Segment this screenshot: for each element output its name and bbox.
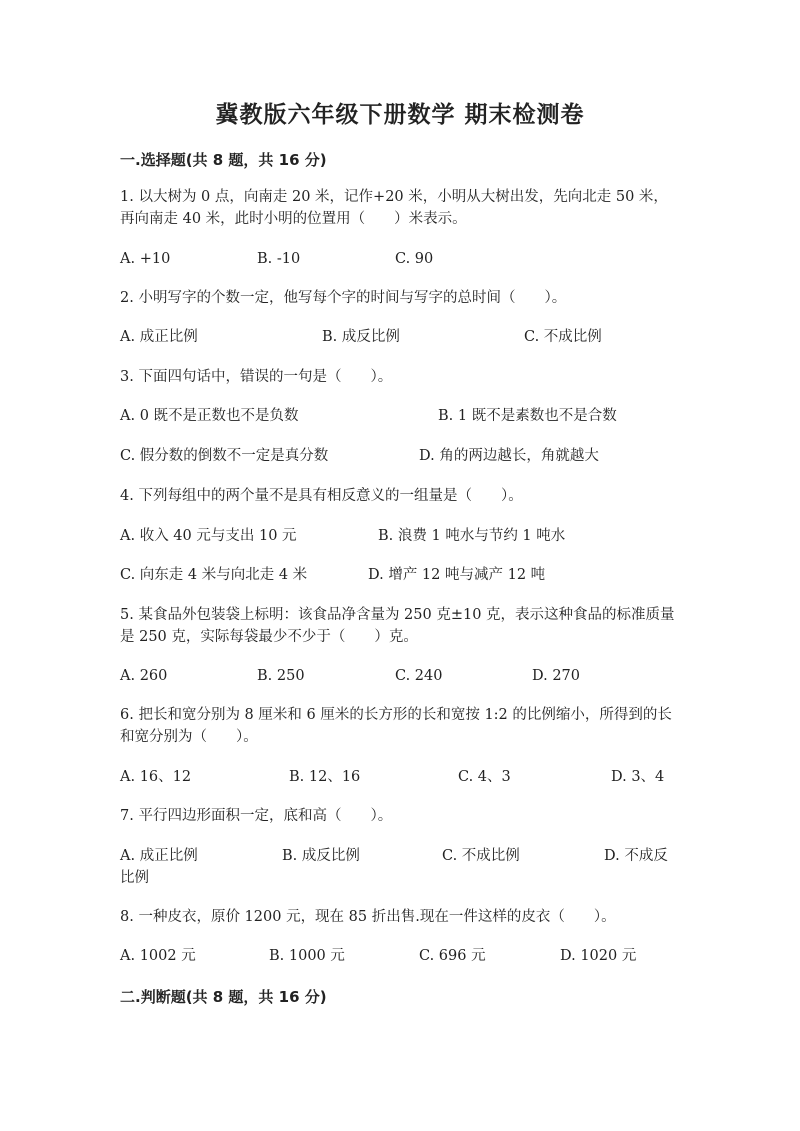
question-5-option-b: B. 250 xyxy=(257,668,305,684)
question-3-option-a: A. 0 既不是正数也不是负数 xyxy=(120,408,299,424)
question-4-option-c: C. 向东走 4 米与向北走 4 米 xyxy=(120,567,308,583)
section-heading-judgement: 二.判断题(共 8 题，共 16 分) xyxy=(120,988,327,1006)
page-title: 冀教版六年级下册数学 期末检测卷 xyxy=(215,102,585,128)
question-6-option-d: D. 3、4 xyxy=(611,769,665,785)
question-7-option-c: C. 不成比例 xyxy=(442,848,520,864)
question-8-option-d: D. 1020 元 xyxy=(560,948,637,964)
question-3-option-b: B. 1 既不是素数也不是合数 xyxy=(438,408,617,424)
question-8-option-a: A. 1002 元 xyxy=(120,948,196,964)
question-4-option-b: B. 浪费 1 吨水与节约 1 吨水 xyxy=(378,528,566,544)
question-3-option-c: C. 假分数的倒数不一定是真分数 xyxy=(120,448,329,464)
question-1: 1. 以大树为 0 点，向南走 20 米，记作+20 米，小明从大树出发，先向北走 50 米，再向南走 40 米，此时小明的位置用（ ）米表示。 xyxy=(120,189,668,227)
question-2-option-c: C. 不成比例 xyxy=(524,329,602,345)
question-7-option-a: A. 成正比例 xyxy=(120,848,198,864)
question-1-option-a: A. +10 xyxy=(120,251,171,267)
question-6-option-c: C. 4、3 xyxy=(458,769,511,785)
question-7-option-b: B. 成反比例 xyxy=(282,848,360,864)
question-7-option-d-wrap: 比例 xyxy=(120,870,149,886)
question-2: 2. 小明写字的个数一定，他写每个字的时间与写字的总时间（ ）。 xyxy=(120,290,567,306)
question-5: 5. 某食品外包装袋上标明：该食品净含量为 250 克±10 克，表示这种食品的标准质量是 250 克，实际每袋最少不少于（ ）克。 xyxy=(120,607,675,645)
question-8-option-b: B. 1000 元 xyxy=(269,948,345,964)
question-7-option-d: D. 不成反 xyxy=(604,848,668,864)
question-8-option-c: C. 696 元 xyxy=(419,948,486,964)
question-4: 4. 下列每组中的两个量不是具有相反意义的一组量是（ ）。 xyxy=(120,488,523,504)
question-1-option-b: B. -10 xyxy=(257,251,301,267)
section-heading-choice: 一.选择题(共 8 题，共 16 分) xyxy=(120,151,327,169)
question-3: 3. 下面四句话中，错误的一句是（ ）。 xyxy=(120,369,393,385)
question-2-option-b: B. 成反比例 xyxy=(322,329,400,345)
question-5-option-c: C. 240 xyxy=(395,668,443,684)
question-3-option-d: D. 角的两边越长，角就越大 xyxy=(419,448,599,464)
question-6: 6. 把长和宽分别为 8 厘米和 6 厘米的长方形的长和宽按 1:2 的比例缩小，所得到的长和宽分别为（ ）。 xyxy=(120,707,672,745)
question-5-option-d: D. 270 xyxy=(532,668,581,684)
question-2-option-a: A. 成正比例 xyxy=(120,329,198,345)
question-8: 8. 一种皮衣，原价 1200 元，现在 85 折出售.现在一件这样的皮衣（ ）。 xyxy=(120,909,616,925)
question-1-option-c: C. 90 xyxy=(395,251,434,267)
question-4-option-d: D. 增产 12 吨与减产 12 吨 xyxy=(368,567,546,583)
question-7: 7. 平行四边形面积一定，底和高（ ）。 xyxy=(120,808,393,824)
question-4-option-a: A. 收入 40 元与支出 10 元 xyxy=(120,528,297,544)
question-5-option-a: A. 260 xyxy=(120,668,168,684)
question-6-option-b: B. 12、16 xyxy=(289,769,361,785)
question-6-option-a: A. 16、12 xyxy=(120,769,192,785)
